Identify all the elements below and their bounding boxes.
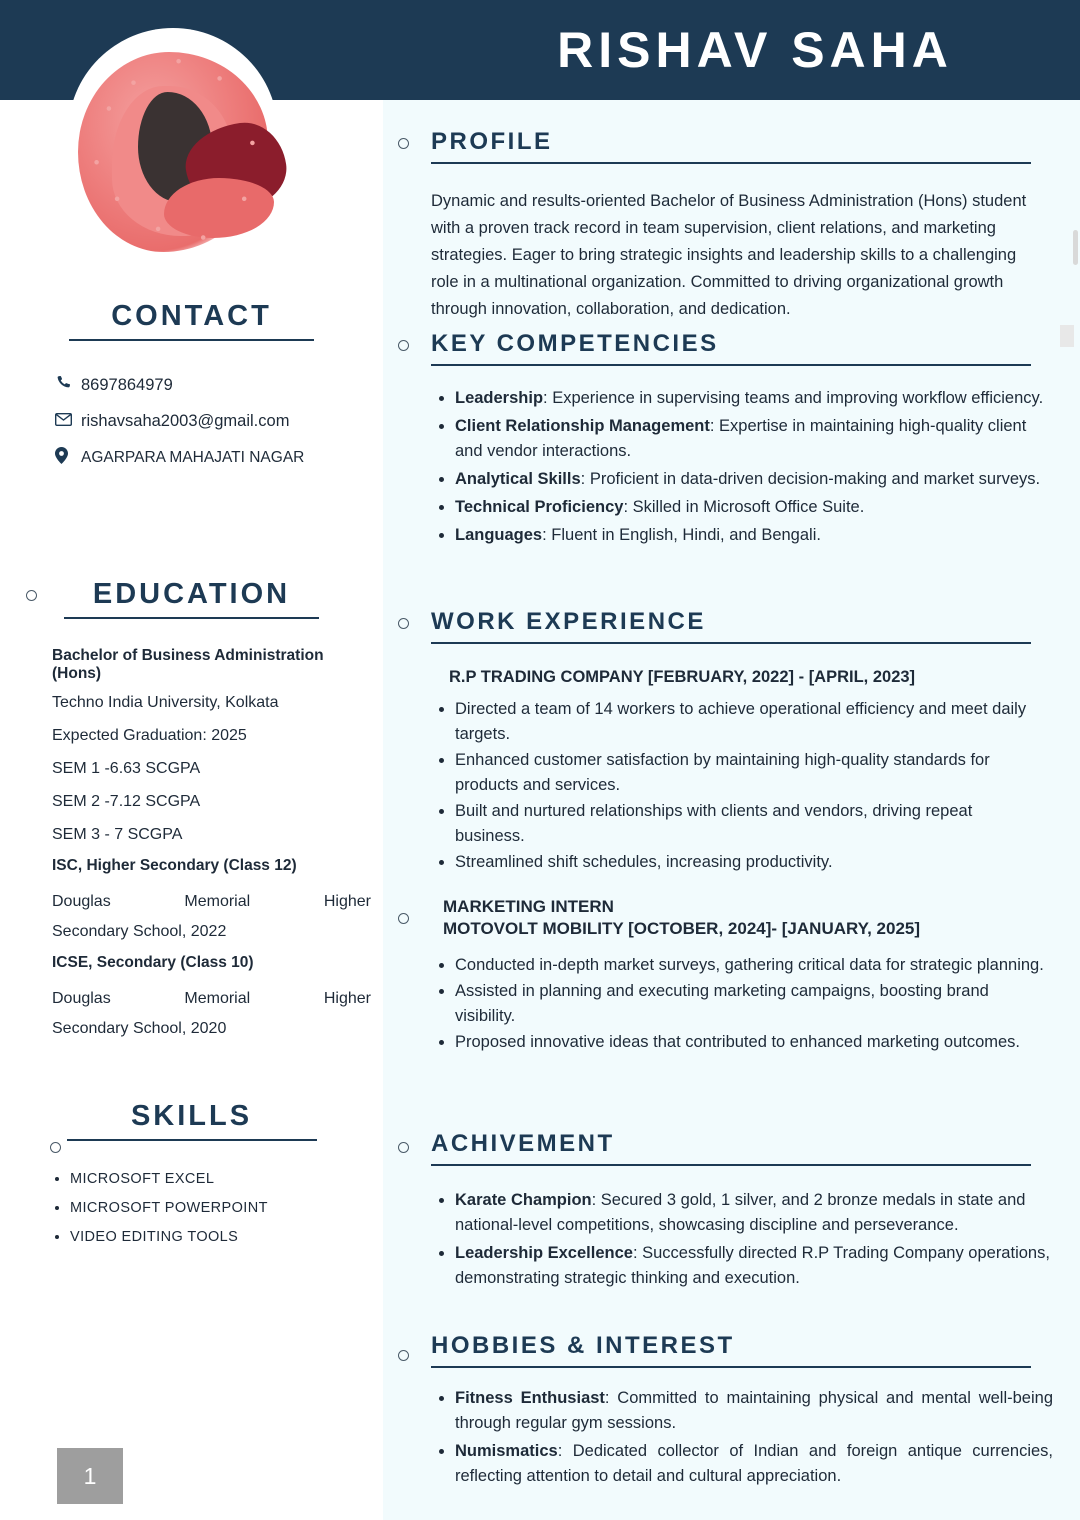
- education-graduation: Expected Graduation: 2025: [52, 727, 247, 744]
- profile-marker-icon: [398, 138, 409, 149]
- skills-heading: SKILLS: [130, 1100, 253, 1132]
- job1-title: R.P TRADING COMPANY [FEBRUARY, 2022] - [APRIL, 2023]: [449, 668, 916, 686]
- achievement-rule: [431, 1164, 1031, 1166]
- achievement-label: Karate Champion: [455, 1191, 592, 1209]
- hobbies-section: [431, 1332, 1053, 1492]
- list-item: • Enhanced customer satisfaction by maintaining high-quality standards for products and services.: [455, 748, 1045, 798]
- hobby-label: Fitness Enthusiast: [455, 1389, 605, 1407]
- education-icse-title: ICSE, Secondary (Class 10): [52, 954, 254, 971]
- competencies-rule: [431, 364, 1031, 366]
- job1-bullets: [431, 697, 1045, 875]
- competency-label: Client Relationship Management: [455, 417, 710, 435]
- education-degree: Bachelor of Business Administration (Hons): [52, 647, 324, 682]
- competency-label: Languages: [455, 526, 543, 544]
- contact-address: [55, 447, 383, 469]
- achievement-label: Leadership Excellence: [455, 1244, 633, 1262]
- list-item: • Conducted in-depth market surveys, gathering critical data for strategic planning.: [455, 953, 1045, 978]
- education-heading-wrap: [64, 578, 319, 619]
- education-sem1: SEM 1 -6.63 SCGPA: [52, 760, 201, 777]
- list-item: • VIDEO EDITING TOOLS: [70, 1229, 383, 1245]
- contact-section: [0, 300, 383, 485]
- experience-heading: WORK EXPERIENCE: [431, 608, 706, 635]
- education-isc-title: ISC, Higher Secondary (Class 12): [52, 857, 297, 874]
- contact-heading: CONTACT: [111, 300, 272, 332]
- hobby-text: : Dedicated collector of Indian and foreign antique currencies, reflecting attention to detail and cultural appreciation.: [455, 1442, 1053, 1485]
- contact-address-text: AGARPARA MAHAJATI NAGAR: [81, 449, 305, 466]
- photo-dots: [72, 44, 277, 259]
- job2-title: MOTOVOLT MOBILITY [OCTOBER, 2024]- [JANUARY, 2025]: [443, 919, 921, 938]
- contact-email: [55, 412, 383, 431]
- skills-list: [52, 1171, 383, 1245]
- education-marker-icon: [26, 590, 37, 601]
- list-item: • MICROSOFT EXCEL: [70, 1171, 383, 1187]
- list-item: [455, 1439, 1053, 1489]
- competency-text: : Skilled in Microsoft Office Suite.: [623, 498, 865, 516]
- email-icon: [55, 413, 81, 431]
- contact-email-text: rishavsaha2003@gmail.com: [81, 412, 290, 430]
- list-item: • Assisted in planning and executing marketing campaigns, boosting brand visibility.: [455, 979, 1045, 1029]
- phone-icon: [55, 375, 81, 396]
- achievement-marker-icon: [398, 1142, 409, 1153]
- list-item: • Built and nurtured relationships with clients and vendors, driving repeat business.: [455, 799, 1045, 849]
- profile-text: Dynamic and results-oriented Bachelor of Business Administration (Hons) student with a proven track record in team supervision, client relations, and marketing strategies. Eager to bring strategic insights and leadership skills to a challenging role in a multinational organization. Committed to driving organizational growth through innovation, collaboration, and dedication.: [431, 192, 1027, 318]
- competency-text: : Expertise in maintaining high-quality client and vendor interactions.: [455, 417, 1027, 460]
- competency-label: Analytical Skills: [455, 470, 581, 488]
- competency-label: Leadership: [455, 389, 544, 407]
- hobby-text: : Committed to maintaining physical and mental well-being through regular gym sessions.: [455, 1389, 1053, 1432]
- competencies-list: [431, 386, 1051, 548]
- achievement-text: : Successfully directed R.P Trading Company operations, demonstrating strategic thinking and execution.: [455, 1244, 1050, 1287]
- scrollbar-thumb[interactable]: [1073, 230, 1078, 265]
- hobbies-marker-icon: [398, 1350, 409, 1361]
- list-item: [455, 523, 1051, 548]
- list-item: [455, 1241, 1051, 1291]
- list-item: • Proposed innovative ideas that contributed to enhanced marketing outcomes.: [455, 1030, 1045, 1055]
- contact-heading-wrap: [69, 300, 314, 341]
- main-content: [383, 100, 1080, 1520]
- education-university: Techno India University, Kolkata: [52, 694, 279, 711]
- contact-rule: [69, 339, 314, 341]
- page-number: 1: [57, 1448, 123, 1504]
- hobby-label: Numismatics: [455, 1442, 558, 1460]
- contact-phone: [55, 375, 383, 396]
- competencies-heading: KEY COMPETENCIES: [431, 330, 719, 357]
- achievement-text: : Secured 3 gold, 1 silver, and 2 bronze medals in state and national-level competitions, showcasing discipline and perseverance.: [455, 1191, 1026, 1234]
- competency-text: : Proficient in data-driven decision-making and market surveys.: [580, 470, 1041, 488]
- list-item: • MICROSOFT POWERPOINT: [70, 1200, 383, 1216]
- competencies-marker-icon: [398, 340, 409, 351]
- experience-section: [431, 608, 1045, 1056]
- list-item: [455, 386, 1051, 411]
- achievement-section: [431, 1130, 1050, 1294]
- achievement-list: [431, 1188, 1051, 1291]
- hobbies-rule: [431, 1366, 1031, 1368]
- skills-section: [0, 1100, 383, 1258]
- profile-section: [431, 128, 1045, 323]
- competency-text: : Experience in supervising teams and improving workflow efficiency.: [543, 389, 1044, 407]
- sidebar: [0, 100, 383, 1520]
- education-icse-school-line1: Douglas Memorial Higher: [52, 990, 371, 1007]
- location-pin-icon: [55, 447, 81, 469]
- contact-phone-text: 8697864979: [81, 376, 173, 394]
- edge-marker-icon: [1060, 325, 1074, 347]
- page-title: RISHAV SAHA: [557, 22, 953, 78]
- education-sem2: SEM 2 -7.12 SCGPA: [52, 793, 201, 810]
- competencies-section: [431, 330, 1045, 551]
- contact-list: [55, 375, 383, 469]
- hobbies-list: [431, 1386, 1053, 1489]
- skills-heading-wrap: [67, 1100, 317, 1141]
- skills-rule: [67, 1139, 317, 1141]
- job2-role: MARKETING INTERN: [443, 897, 614, 916]
- education-sem3: SEM 3 - 7 SCGPA: [52, 826, 183, 843]
- education-heading: EDUCATION: [92, 578, 291, 610]
- education-icse-school-line2: Secondary School, 2020: [52, 1020, 227, 1037]
- avatar-circle: [68, 28, 278, 238]
- list-item: • Streamlined shift schedules, increasing productivity.: [455, 850, 1045, 875]
- avatar: [68, 28, 278, 268]
- experience-marker-icon: [398, 618, 409, 629]
- competency-text: : Fluent in English, Hindi, and Bengali.: [542, 526, 821, 544]
- education-body: [0, 647, 383, 1040]
- list-item: [455, 495, 1051, 520]
- experience-rule: [431, 642, 1031, 644]
- education-section: [0, 578, 383, 1051]
- job2-bullets: [431, 953, 1045, 1055]
- profile-rule: [431, 162, 1031, 164]
- list-item: [455, 467, 1051, 492]
- skills-marker-icon: [50, 1142, 61, 1153]
- competency-label: Technical Proficiency: [455, 498, 624, 516]
- education-isc-school-line1: Douglas Memorial Higher: [52, 893, 371, 910]
- profile-heading: PROFILE: [431, 128, 553, 155]
- job2-marker-icon: [398, 913, 409, 924]
- list-item: [455, 1188, 1051, 1238]
- list-item: • Directed a team of 14 workers to achieve operational efficiency and meet daily targets.: [455, 697, 1045, 747]
- list-item: [455, 1386, 1053, 1436]
- education-isc-school-line2: Secondary School, 2022: [52, 923, 227, 940]
- education-rule: [64, 617, 319, 619]
- list-item: [455, 414, 1051, 464]
- achievement-heading: ACHIVEMENT: [431, 1130, 615, 1157]
- hobbies-heading: HOBBIES & INTEREST: [431, 1332, 735, 1359]
